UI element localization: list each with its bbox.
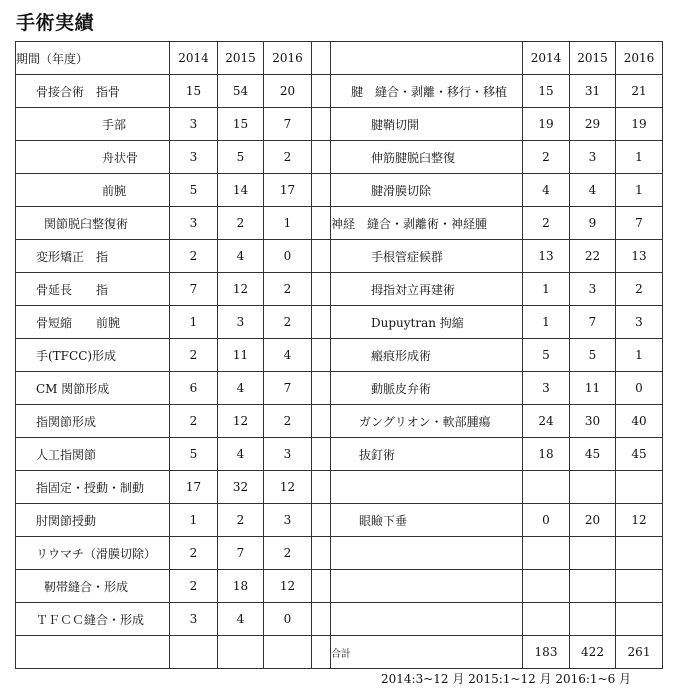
left-count-cell: 7	[218, 537, 264, 570]
table-row	[16, 471, 663, 504]
right-count-cell	[616, 603, 663, 636]
right-count-cell	[616, 471, 663, 504]
page-title: 手術実績	[16, 12, 95, 34]
right-count-cell	[523, 471, 570, 504]
left-count-cell: 3	[170, 603, 218, 636]
left-count-cell: 18	[218, 570, 264, 603]
right-procedure-label: 手根管症候群	[331, 240, 523, 273]
spacer-cell	[312, 603, 331, 636]
table-row	[16, 141, 663, 174]
right-count-cell: 31	[570, 75, 616, 108]
right-procedure-label: 腱 縫合・剥離・移行・移植	[331, 75, 523, 108]
table-row	[16, 240, 663, 273]
left-count-cell: 3	[264, 504, 312, 537]
table-row	[16, 75, 663, 108]
table-row	[16, 405, 663, 438]
right-count-cell: 1	[523, 273, 570, 306]
left-count-cell: 1	[170, 306, 218, 339]
left-count-cell: 2	[218, 504, 264, 537]
spacer-cell	[312, 471, 331, 504]
right-count-cell: 21	[616, 75, 663, 108]
left-count-cell: 6	[170, 372, 218, 405]
right-procedure-label	[331, 570, 523, 603]
left-count-cell: 2	[218, 207, 264, 240]
left-procedure-label: 手(TFCC)形成	[16, 339, 170, 372]
right-count-cell: 1	[616, 174, 663, 207]
left-count-cell: 4	[218, 240, 264, 273]
right-count-cell: 13	[523, 240, 570, 273]
right-count-cell: 40	[616, 405, 663, 438]
left-count-cell: 3	[170, 207, 218, 240]
right-procedure-label	[331, 603, 523, 636]
left-procedure-label: ＴＦＣＣ縫合・形成	[16, 603, 170, 636]
total-value: 183	[523, 636, 570, 669]
right-count-cell: 19	[523, 108, 570, 141]
table-row	[16, 438, 663, 471]
right-count-cell	[523, 537, 570, 570]
left-count-cell: 2	[264, 141, 312, 174]
left-count-cell: 17	[264, 174, 312, 207]
right-count-cell	[616, 570, 663, 603]
right-count-cell: 3	[570, 273, 616, 306]
right-count-cell: 7	[570, 306, 616, 339]
left-count-cell: 3	[264, 438, 312, 471]
table-row	[16, 570, 663, 603]
left-count-cell: 4	[218, 603, 264, 636]
table-row	[16, 372, 663, 405]
left-procedure-label: CM 関節形成	[16, 372, 170, 405]
table-row	[16, 603, 663, 636]
table-row	[16, 537, 663, 570]
left-count-cell: 0	[264, 240, 312, 273]
left-count-cell: 2	[264, 306, 312, 339]
right-count-cell: 5	[570, 339, 616, 372]
right-count-cell: 2	[616, 273, 663, 306]
right-procedure-label: 瘢痕形成術	[331, 339, 523, 372]
right-count-cell: 2	[523, 141, 570, 174]
right-header-blank	[331, 42, 523, 75]
total-row	[16, 636, 663, 669]
year-header: 2016	[616, 42, 663, 75]
left-count-cell: 14	[218, 174, 264, 207]
year-header: 2016	[264, 42, 312, 75]
right-count-cell: 9	[570, 207, 616, 240]
spacer-cell	[312, 108, 331, 141]
total-value: 261	[616, 636, 663, 669]
spacer-cell	[312, 75, 331, 108]
right-count-cell	[570, 471, 616, 504]
table-row	[16, 207, 663, 240]
spacer-cell	[312, 240, 331, 273]
right-count-cell: 1	[616, 339, 663, 372]
right-count-cell: 0	[616, 372, 663, 405]
left-procedure-label: 関節脱臼整復術	[16, 207, 170, 240]
spacer-cell	[312, 504, 331, 537]
right-count-cell: 15	[523, 75, 570, 108]
left-procedure-label: 骨短縮 前腕	[16, 306, 170, 339]
left-count-cell: 7	[264, 372, 312, 405]
spacer-cell	[312, 306, 331, 339]
left-count-cell: 2	[264, 273, 312, 306]
right-procedure-label: 眼瞼下垂	[331, 504, 523, 537]
year-header: 2014	[170, 42, 218, 75]
table-row	[16, 273, 663, 306]
left-count-cell: 2	[170, 240, 218, 273]
blank-cell	[16, 636, 170, 669]
right-count-cell	[570, 570, 616, 603]
left-count-cell: 2	[264, 405, 312, 438]
spacer-cell	[312, 636, 331, 669]
left-count-cell: 12	[264, 471, 312, 504]
right-procedure-label: 腱鞘切開	[331, 108, 523, 141]
left-count-cell: 15	[218, 108, 264, 141]
table-row	[16, 504, 663, 537]
right-procedure-label: 抜釘術	[331, 438, 523, 471]
left-count-cell: 1	[264, 207, 312, 240]
left-count-cell: 4	[218, 372, 264, 405]
year-header: 2015	[218, 42, 264, 75]
left-count-cell: 17	[170, 471, 218, 504]
left-count-cell: 15	[170, 75, 218, 108]
left-procedure-label: 肘関節授動	[16, 504, 170, 537]
total-label: 合計	[331, 636, 523, 669]
spacer-cell	[312, 438, 331, 471]
left-count-cell: 32	[218, 471, 264, 504]
left-procedure-label: 骨延長 指	[16, 273, 170, 306]
left-count-cell: 1	[170, 504, 218, 537]
right-count-cell: 1	[616, 141, 663, 174]
left-count-cell: 4	[218, 438, 264, 471]
spacer-cell	[312, 570, 331, 603]
left-count-cell: 20	[264, 75, 312, 108]
right-count-cell: 24	[523, 405, 570, 438]
spacer-cell	[312, 405, 331, 438]
right-count-cell: 20	[570, 504, 616, 537]
right-count-cell: 4	[523, 174, 570, 207]
spacer-cell	[312, 42, 331, 75]
blank-cell	[218, 636, 264, 669]
header-row	[16, 42, 663, 75]
right-count-cell: 5	[523, 339, 570, 372]
right-count-cell: 3	[523, 372, 570, 405]
left-procedure-label: 指関節形成	[16, 405, 170, 438]
table-row	[16, 339, 663, 372]
right-count-cell: 12	[616, 504, 663, 537]
year-header: 2015	[570, 42, 616, 75]
right-count-cell: 45	[570, 438, 616, 471]
left-count-cell: 12	[218, 273, 264, 306]
left-count-cell: 5	[170, 438, 218, 471]
right-procedure-label: ガングリオン・軟部腫瘍	[331, 405, 523, 438]
period-footnote: 2014:3~12 月 2015:1~12 月 2016:1~6 月	[381, 672, 632, 686]
right-count-cell: 13	[616, 240, 663, 273]
spacer-cell	[312, 372, 331, 405]
year-header: 2014	[523, 42, 570, 75]
left-procedure-label: 指固定・授動・制動	[16, 471, 170, 504]
spacer-cell	[312, 273, 331, 306]
spacer-cell	[312, 207, 331, 240]
left-procedure-label: リウマチ（滑膜切除）	[16, 537, 170, 570]
right-procedure-label: 拇指対立再建術	[331, 273, 523, 306]
left-procedure-label: 骨接合術 指骨	[16, 75, 170, 108]
right-count-cell	[570, 603, 616, 636]
right-procedure-label: 伸筋腱脱臼整復	[331, 141, 523, 174]
right-count-cell: 29	[570, 108, 616, 141]
left-count-cell: 5	[218, 141, 264, 174]
left-count-cell: 2	[264, 537, 312, 570]
right-count-cell	[523, 603, 570, 636]
blank-cell	[170, 636, 218, 669]
right-count-cell: 1	[523, 306, 570, 339]
left-count-cell: 2	[170, 570, 218, 603]
left-count-cell: 2	[170, 537, 218, 570]
left-count-cell: 11	[218, 339, 264, 372]
right-count-cell: 18	[523, 438, 570, 471]
left-procedure-label: 舟状骨	[16, 141, 170, 174]
table-row	[16, 108, 663, 141]
left-count-cell: 12	[218, 405, 264, 438]
right-count-cell	[570, 537, 616, 570]
left-procedure-label: 手部	[16, 108, 170, 141]
right-count-cell: 45	[616, 438, 663, 471]
blank-cell	[264, 636, 312, 669]
table-row	[16, 306, 663, 339]
spacer-cell	[312, 174, 331, 207]
right-procedure-label: 神経 縫合・剥離術・神経腫	[331, 207, 523, 240]
right-count-cell: 4	[570, 174, 616, 207]
left-count-cell: 0	[264, 603, 312, 636]
left-procedure-label: 変形矯正 指	[16, 240, 170, 273]
left-procedure-label: 靭帯縫合・形成	[16, 570, 170, 603]
right-count-cell: 7	[616, 207, 663, 240]
period-header: 期間（年度）	[16, 42, 170, 75]
surgery-table	[15, 41, 663, 669]
left-count-cell: 3	[170, 108, 218, 141]
table-row	[16, 174, 663, 207]
right-count-cell	[616, 537, 663, 570]
spacer-cell	[312, 537, 331, 570]
left-count-cell: 2	[170, 405, 218, 438]
right-count-cell	[523, 570, 570, 603]
right-count-cell: 3	[570, 141, 616, 174]
total-value: 422	[570, 636, 616, 669]
right-count-cell: 3	[616, 306, 663, 339]
right-count-cell: 11	[570, 372, 616, 405]
left-count-cell: 3	[170, 141, 218, 174]
left-count-cell: 12	[264, 570, 312, 603]
left-procedure-label: 人工指関節	[16, 438, 170, 471]
left-count-cell: 7	[264, 108, 312, 141]
spacer-cell	[312, 339, 331, 372]
spacer-cell	[312, 141, 331, 174]
right-count-cell: 2	[523, 207, 570, 240]
right-procedure-label	[331, 471, 523, 504]
right-procedure-label: Dupuytran 拘縮	[331, 306, 523, 339]
left-procedure-label: 前腕	[16, 174, 170, 207]
right-count-cell: 0	[523, 504, 570, 537]
right-count-cell: 30	[570, 405, 616, 438]
left-count-cell: 4	[264, 339, 312, 372]
left-count-cell: 7	[170, 273, 218, 306]
right-procedure-label: 腱滑膜切除	[331, 174, 523, 207]
right-procedure-label	[331, 537, 523, 570]
right-count-cell: 19	[616, 108, 663, 141]
left-count-cell: 3	[218, 306, 264, 339]
left-count-cell: 5	[170, 174, 218, 207]
left-count-cell: 2	[170, 339, 218, 372]
right-count-cell: 22	[570, 240, 616, 273]
left-count-cell: 54	[218, 75, 264, 108]
right-procedure-label: 動脈皮弁術	[331, 372, 523, 405]
